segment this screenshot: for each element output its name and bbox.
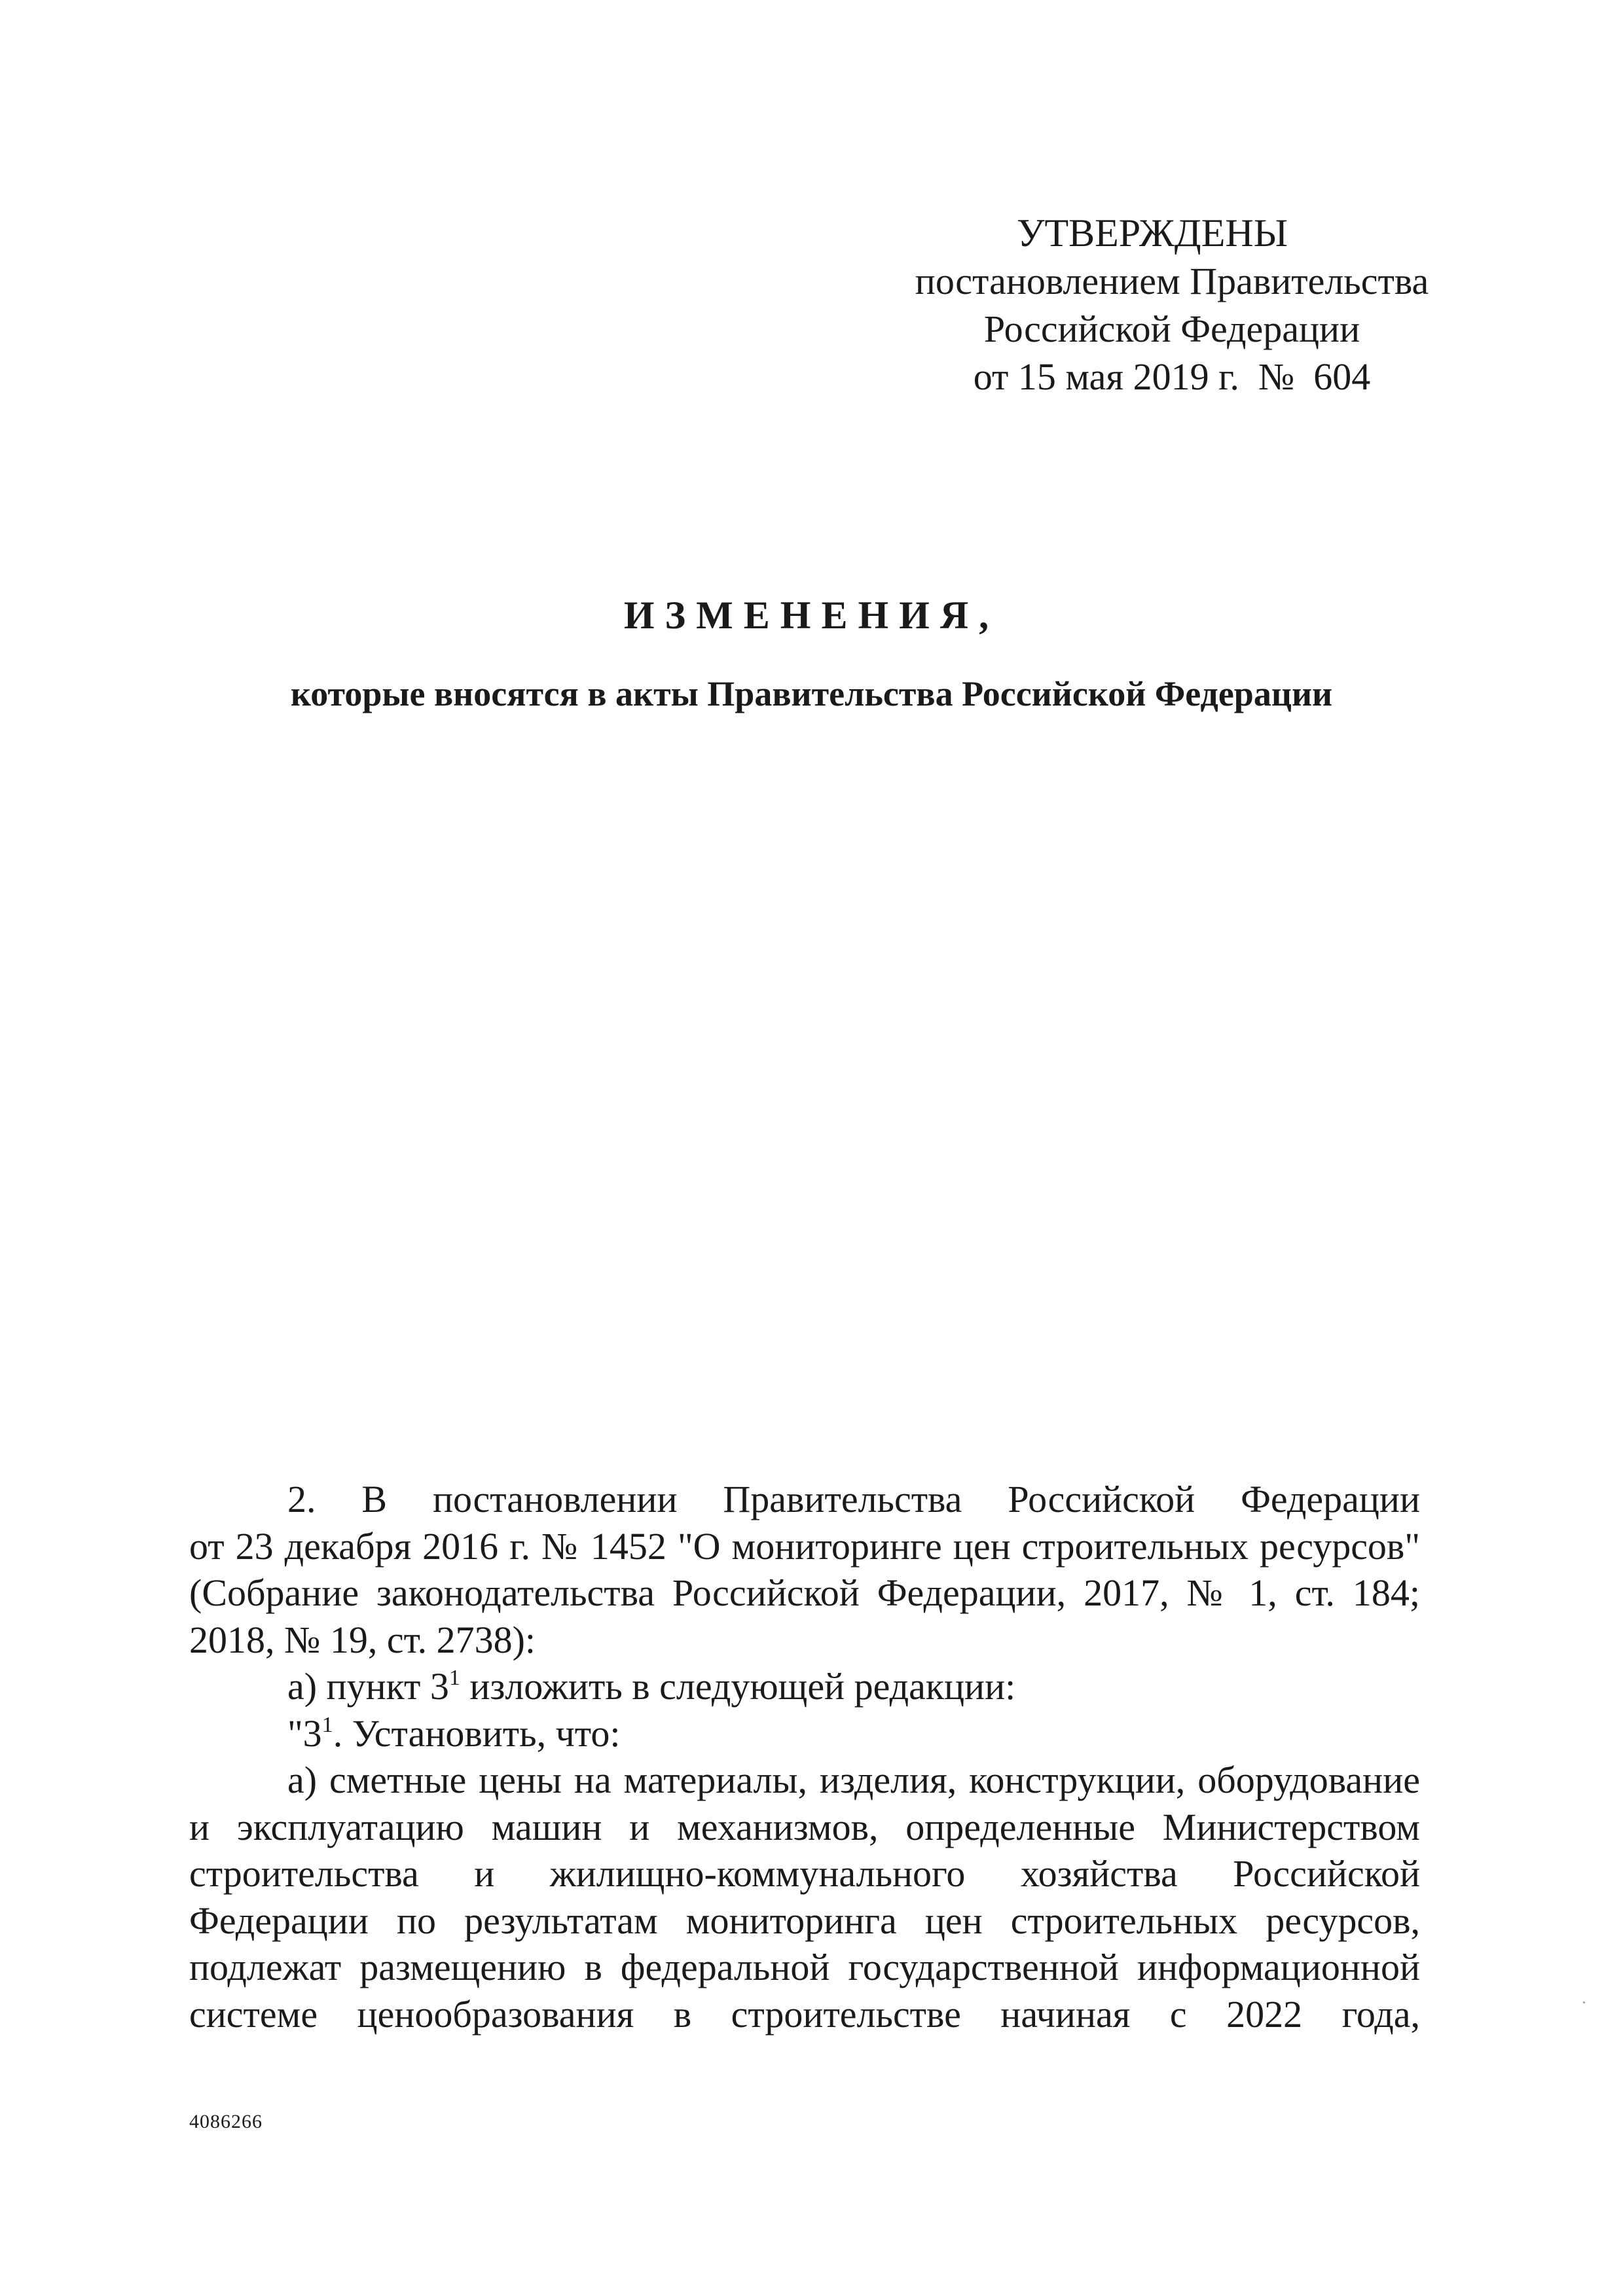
paragraph-2 <box>189 1663 1420 1710</box>
approval-resolution-line: постановлением Правительства <box>915 260 1429 302</box>
approval-government-line: Российской Федерации <box>983 308 1360 350</box>
document-serial-number: 4086266 <box>189 2111 263 2132</box>
document-title: ИЗМЕНЕНИЯ, <box>623 594 1000 637</box>
paragraph-3-text-b: . Установить, что: <box>333 1712 621 1755</box>
document-title-block <box>0 589 1623 717</box>
document-body <box>189 1476 1420 2037</box>
paragraph-2-text-a: а) пункт 3 <box>287 1665 449 1708</box>
paragraph-3-text-a: "3 <box>287 1712 322 1755</box>
paragraph-2-text-b: изложить в следующей редакции: <box>460 1665 1016 1708</box>
paragraph-2-superscript: 1 <box>448 1666 460 1690</box>
paragraph-1-rest: от 23 декабря 2016 г. № 1452 "О мониторинге цен строительных ресурсов" (Собрание законодательства Российской Федерации, 2017, № 1, ст. 184; 2018, № 19, ст. 2738): <box>189 1524 1420 1661</box>
approved-heading: УТВЕРЖДЕНЫ <box>1016 211 1288 255</box>
paragraph-4: а) сметные цены на материалы, изделия, конструкции, оборудование и эксплуатацию машин и механизмов, определенные Министерством строительства и жилищно-коммунального хозяйства Российской Федерации по результатам мониторинга цен строительных ресурсов, подлежат размещению в федеральной государственной информационной системе ценообразования в строительстве начиная с 2022 года, <box>189 1759 1420 2036</box>
scan-artifact-dot <box>1583 2001 1585 2003</box>
paragraph-1-first-line: 2. В постановлении Правительства Российской Федерации <box>287 1478 1420 1520</box>
document-subtitle: которые вносятся в акты Правительства Российской Федерации <box>290 674 1333 713</box>
paragraph-3-superscript: 1 <box>321 1712 333 1737</box>
approval-stamp-block <box>877 209 1467 401</box>
paragraph-3 <box>189 1710 1420 1757</box>
approval-date-number-line: от 15 мая 2019 г. № 604 <box>973 355 1371 398</box>
